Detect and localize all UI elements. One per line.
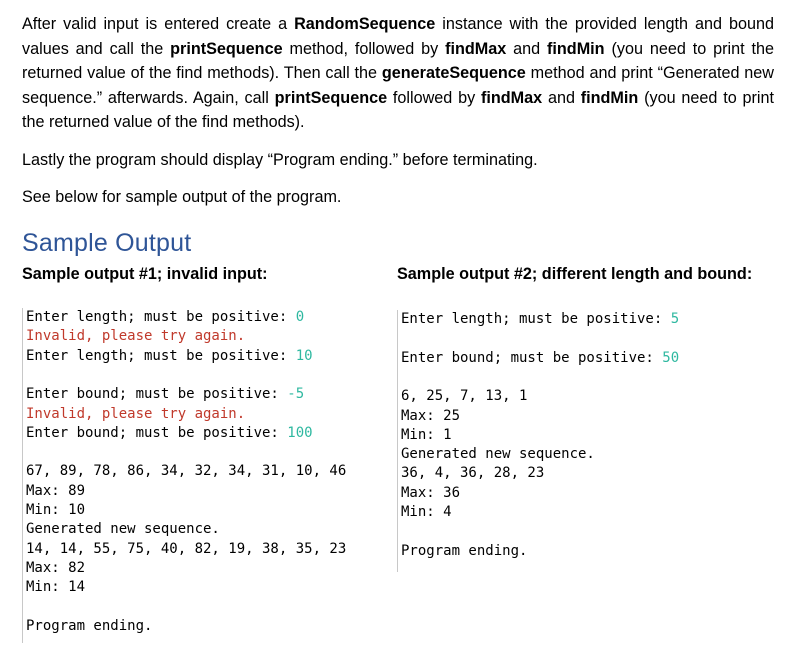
output-text: 67, 89, 78, 86, 34, 32, 34, 31, 10, 46 [26,463,347,480]
code-term: findMax [445,39,507,58]
instruction-text: After valid input is entered create a [22,15,295,33]
output-text: Generated new sequence. [26,521,220,538]
console-line [26,462,346,481]
output-text: Min: 10 [26,502,86,518]
output-text: Enter length; must be positive: [26,309,296,325]
output-text: Enter bound; must be positive: [26,386,288,403]
instruction-text: instance with the provided length and bound values and call the [22,15,774,58]
console-line [26,327,245,346]
console-line [26,482,85,501]
sample-1-console [22,308,385,643]
console-line [401,542,527,561]
output-text: 36, 4, 36, 28, 23 [401,465,545,482]
console-line [401,445,595,464]
instruction-text: and [542,88,581,107]
code-term: findMin [547,39,605,58]
instruction-text: and [506,39,548,58]
sample-1-title: Sample output #1; invalid input: [22,265,268,283]
console-line [26,501,85,520]
instruction-text: (you need to print the returned value of the find methods). [22,88,774,132]
console-line [401,503,452,522]
input-value: 10 [295,347,313,364]
output-text: 6, 25, 7, 13, 1 [401,388,528,405]
output-text: Generated new sequence. [401,446,595,463]
console-line [401,387,527,406]
console-line [26,424,313,443]
input-value: 0 [295,309,305,325]
instruction-text: method and print “Generated new sequence.” afterwards. Again, call [22,64,774,107]
sample-note: See below for sample output of the program. [22,188,342,206]
output-text: Min: 1 [401,426,452,443]
ending-instruction: Lastly the program should display “Program ending.” before terminating. [22,151,538,169]
output-text: Min: 4 [401,504,452,520]
sample-2-console [397,310,760,572]
instruction-text: (you need to print the returned value of the find methods). Then call the [22,39,774,83]
error-message: Invalid, please try again. [26,328,246,345]
input-value: 50 [662,349,680,366]
output-text: Max: 25 [401,407,461,424]
console-line [26,347,313,366]
code-term: generateSequence [381,64,526,83]
console-line [401,464,544,483]
code-term: findMax [480,88,543,107]
console-line [26,520,220,539]
console-line [401,349,679,368]
output-text: Max: 89 [26,482,86,499]
console-line [26,308,304,327]
error-message: Invalid, please try again. [26,405,246,422]
output-text: Enter bound; must be positive: [401,349,663,366]
console-line [26,405,245,424]
output-text: Enter length; must be positive: [26,347,296,364]
console-line [26,559,85,578]
console-line [26,385,304,404]
sample-2-title: Sample output #2; different length and bound: [397,265,753,283]
input-value: 100 [287,424,313,441]
output-text: Enter length; must be positive: [401,311,671,327]
console-line [26,617,152,636]
code-term: RandomSequence [294,15,436,33]
console-line [401,484,460,503]
output-text: Max: 36 [401,484,461,501]
input-value: -5 [287,386,305,403]
console-line [401,426,452,445]
output-text: Min: 14 [26,579,86,596]
console-line [401,310,679,329]
instructions-paragraph [22,12,774,135]
section-heading: Sample Output [22,229,192,257]
code-term: printSequence [274,88,388,107]
input-value: 5 [670,311,680,327]
console-line [26,540,346,559]
console-line [401,407,460,426]
output-text: 14, 14, 55, 75, 40, 82, 19, 38, 35, 23 [26,540,347,557]
output-text: Max: 82 [26,559,86,576]
output-text: Program ending. [401,542,528,559]
console-line [26,578,85,597]
code-term: findMin [580,88,639,107]
instruction-text: followed by [387,88,481,107]
code-term: printSequence [170,39,283,58]
output-text: Program ending. [26,617,153,634]
output-text: Enter bound; must be positive: [26,424,288,441]
instruction-text: method, followed by [282,39,446,58]
